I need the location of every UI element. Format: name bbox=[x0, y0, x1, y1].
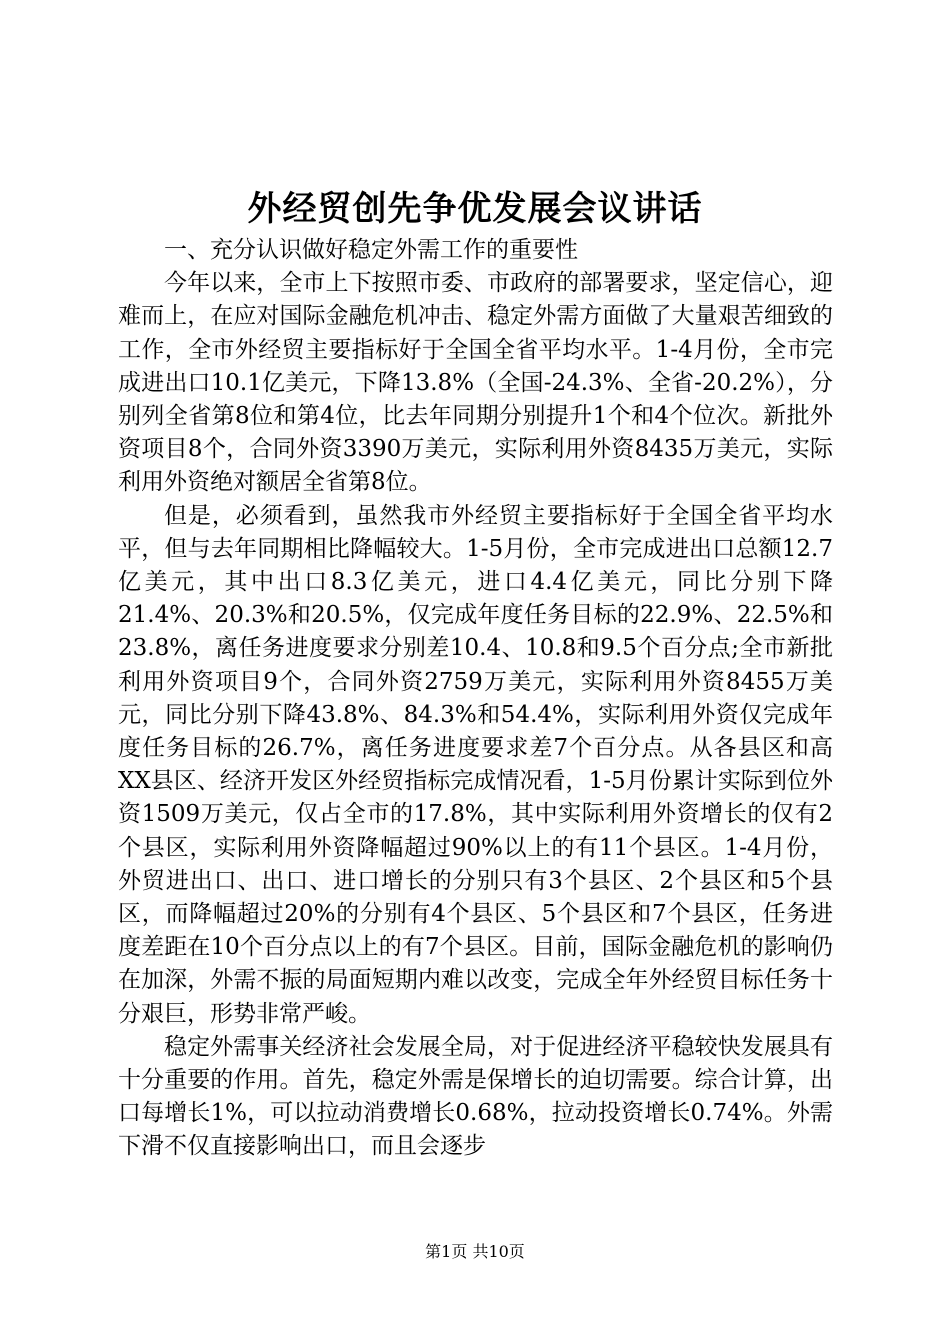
document-title: 外经贸创先争优发展会议讲话 bbox=[247, 189, 703, 229]
section-heading: 一、充分认识做好稳定外需工作的重要性 bbox=[164, 237, 578, 263]
page-number-footer: 第1页 共10页 bbox=[425, 1242, 525, 1261]
document-body bbox=[118, 234, 833, 1164]
paragraph: 稳定外需事关经济社会发展全局，对于促进经济平稳较快发展具有十分重要的作用。首先，稳定外需是保增长的迫切需要。综合计算，出口每增长1%，可以拉动消费增长0.68%，拉动投资增长0.74%。外需下滑不仅直接影响出口，而且会逐步 bbox=[118, 1033, 833, 1160]
paragraph: 但是，必须看到，虽然我市外经贸主要指标好于全国全省平均水平，但与去年同期相比降幅较大。1-5月份，全市完成进出口总额12.7亿美元，其中出口8.3亿美元，进口4.4亿美元，同比分别下降21.4%、20.3%和20.5%，仅完成年度任务目标的22.9%、22.5%和23.8%，离任务进度要求分别差10.4、10.8和9.5个百分点;全市新批利用外资项目9个，合同外资2759万美元，实际利用外资8455万美元，同比分别下降43.8%、84.3%和54.4%，实际利用外资仅完成年度任务目标的26.7%，离任务进度要求差7个百分点。从各县区和高XX县区、经济开发区外经贸指标完成情况看，1-5月份累计实际到位外资1509万美元，仅占全市的17.8%，其中实际利用外资增长的仅有2个县区，实际利用外资降幅超过90%以上的有11个县区。1-4月份，外贸进出口、出口、进口增长的分别只有3个县区、2个县区和5个县区，而降幅超过20%的分别有4个县区、5个县区和7个县区，任务进度差距在10个百分点以上的有7个县区。目前，国际金融危机的影响仍在加深，外需不振的局面短期内难以改变，完成全年外经贸目标任务十分艰巨，形势非常严峻。 bbox=[118, 502, 833, 1027]
paragraph: 今年以来，全市上下按照市委、市政府的部署要求，坚定信心，迎难而上，在应对国际金融危机冲击、稳定外需方面做了大量艰苦细致的工作，全市外经贸主要指标好于全国全省平均水平。1-4月份，全市完成进出口10.1亿美元，下降13.8%（全国-24.3%、全省-20.2%），分别列全省第8位和第4位，比去年同期分别提升1个和4个位次。新批外资项目8个，合同外资3390万美元，实际利用外资8435万美元，实际利用外资绝对额居全省第8位。 bbox=[118, 270, 833, 496]
